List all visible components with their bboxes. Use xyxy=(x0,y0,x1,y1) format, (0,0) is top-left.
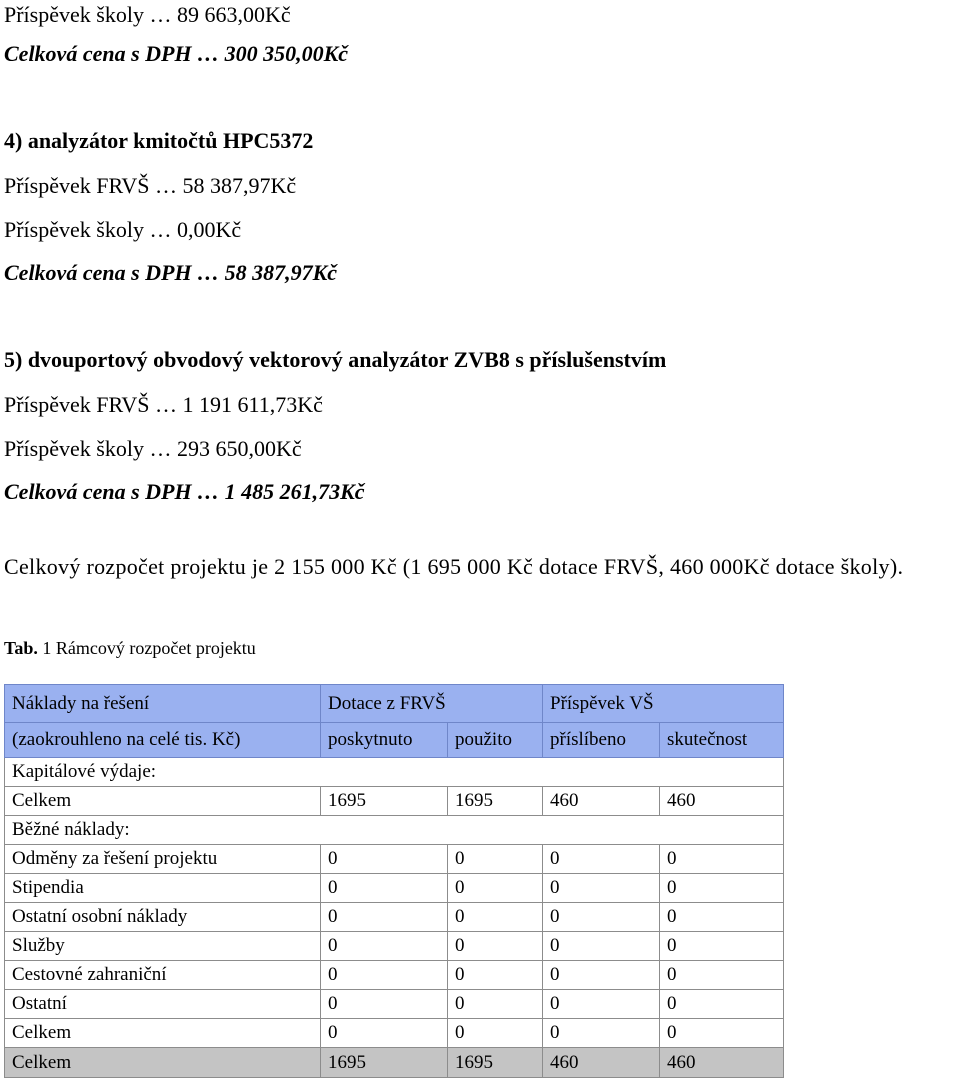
budget-summary: Celkový rozpočet projektu je 2 155 000 Kč (1 695 000 Kč dotace FRVŠ, 460 000Kč dotace školy). xyxy=(4,554,904,579)
cell: 0 xyxy=(543,961,660,990)
table-subheader-row xyxy=(5,723,784,758)
cell: 0 xyxy=(448,1019,543,1048)
table-row xyxy=(5,932,784,961)
item5-frvs-line: Příspěvek FRVŠ … 1 191 611,73Kč xyxy=(4,392,323,417)
section-capital-label: Kapitálové výdaje: xyxy=(5,758,784,787)
cell: 0 xyxy=(660,961,784,990)
cell: 1695 xyxy=(448,787,543,816)
section-running-label: Běžné náklady: xyxy=(5,816,784,845)
cell: 0 xyxy=(448,874,543,903)
item5-school-line: Příspěvek školy … 293 650,00Kč xyxy=(4,436,302,461)
cell: 0 xyxy=(448,990,543,1019)
cell: 0 xyxy=(543,903,660,932)
item4-total-line: Celková cena s DPH … 58 387,97Kč xyxy=(4,260,338,285)
cell: 1695 xyxy=(321,1048,448,1078)
table-row xyxy=(5,845,784,874)
item5-title: 5) dvouportový obvodový vektorový analyzátor ZVB8 s příslušenstvím xyxy=(4,347,667,372)
cell: 460 xyxy=(660,787,784,816)
cell: 0 xyxy=(321,874,448,903)
table-row xyxy=(5,903,784,932)
cell: 0 xyxy=(448,845,543,874)
subheader-provided: poskytnuto xyxy=(321,723,448,758)
cell: Ostatní osobní náklady xyxy=(5,903,321,932)
section-row-capital xyxy=(5,758,784,787)
cell: Odměny za řešení projektu xyxy=(5,845,321,874)
cell: 0 xyxy=(448,961,543,990)
cell: 1695 xyxy=(448,1048,543,1078)
table-row xyxy=(5,874,784,903)
contribution-school-line: Příspěvek školy … 89 663,00Kč xyxy=(4,2,291,27)
cell: 0 xyxy=(321,845,448,874)
cell: Ostatní xyxy=(5,990,321,1019)
cell: 0 xyxy=(660,990,784,1019)
cell: 0 xyxy=(660,845,784,874)
cell: 0 xyxy=(321,932,448,961)
subheader-rounding: (zaokrouhleno na celé tis. Kč) xyxy=(5,723,321,758)
table-row xyxy=(5,990,784,1019)
cell: 0 xyxy=(448,903,543,932)
cell: 0 xyxy=(321,903,448,932)
cell: 0 xyxy=(660,1019,784,1048)
subheader-actual: skutečnost xyxy=(660,723,784,758)
header-university-contribution: Příspěvek VŠ xyxy=(543,685,784,723)
cell: 460 xyxy=(543,1048,660,1078)
table-row xyxy=(5,787,784,816)
cell: 0 xyxy=(543,1019,660,1048)
cell: 0 xyxy=(543,932,660,961)
cell: Celkem xyxy=(5,1048,321,1078)
cell: Cestovné zahraniční xyxy=(5,961,321,990)
cell: 0 xyxy=(660,874,784,903)
cell: 0 xyxy=(660,903,784,932)
table-row xyxy=(5,1019,784,1048)
item5-total-line: Celková cena s DPH … 1 485 261,73Kč xyxy=(4,479,365,504)
table-row xyxy=(5,961,784,990)
caption-tab-label: Tab. xyxy=(4,638,38,658)
budget-table xyxy=(4,684,784,1078)
subheader-used: použito xyxy=(448,723,543,758)
cell: 0 xyxy=(660,932,784,961)
cell: 0 xyxy=(543,874,660,903)
caption-text: 1 Rámcový rozpočet projektu xyxy=(37,638,256,658)
item4-school-line: Příspěvek školy … 0,00Kč xyxy=(4,217,242,242)
cell: 0 xyxy=(448,932,543,961)
grand-total-row xyxy=(5,1048,784,1078)
cell: 0 xyxy=(321,961,448,990)
cell: 0 xyxy=(321,990,448,1019)
cell: 460 xyxy=(543,787,660,816)
cell: 0 xyxy=(543,990,660,1019)
item4-frvs-line: Příspěvek FRVŠ … 58 387,97Kč xyxy=(4,173,297,198)
cell: Služby xyxy=(5,932,321,961)
cell: Stipendia xyxy=(5,874,321,903)
subheader-promised: příslíbeno xyxy=(543,723,660,758)
header-costs: Náklady na řešení xyxy=(5,685,321,723)
cell: 460 xyxy=(660,1048,784,1078)
total-price-line: Celková cena s DPH … 300 350,00Kč xyxy=(4,41,349,66)
cell: 0 xyxy=(321,1019,448,1048)
table-header-row xyxy=(5,685,784,723)
cell: 0 xyxy=(543,845,660,874)
cell: Celkem xyxy=(5,1019,321,1048)
table-caption xyxy=(4,637,256,659)
item4-title: 4) analyzátor kmitočtů HPC5372 xyxy=(4,128,314,153)
header-frvs-grant: Dotace z FRVŠ xyxy=(321,685,543,723)
cell: Celkem xyxy=(5,787,321,816)
cell: 1695 xyxy=(321,787,448,816)
section-row-running xyxy=(5,816,784,845)
